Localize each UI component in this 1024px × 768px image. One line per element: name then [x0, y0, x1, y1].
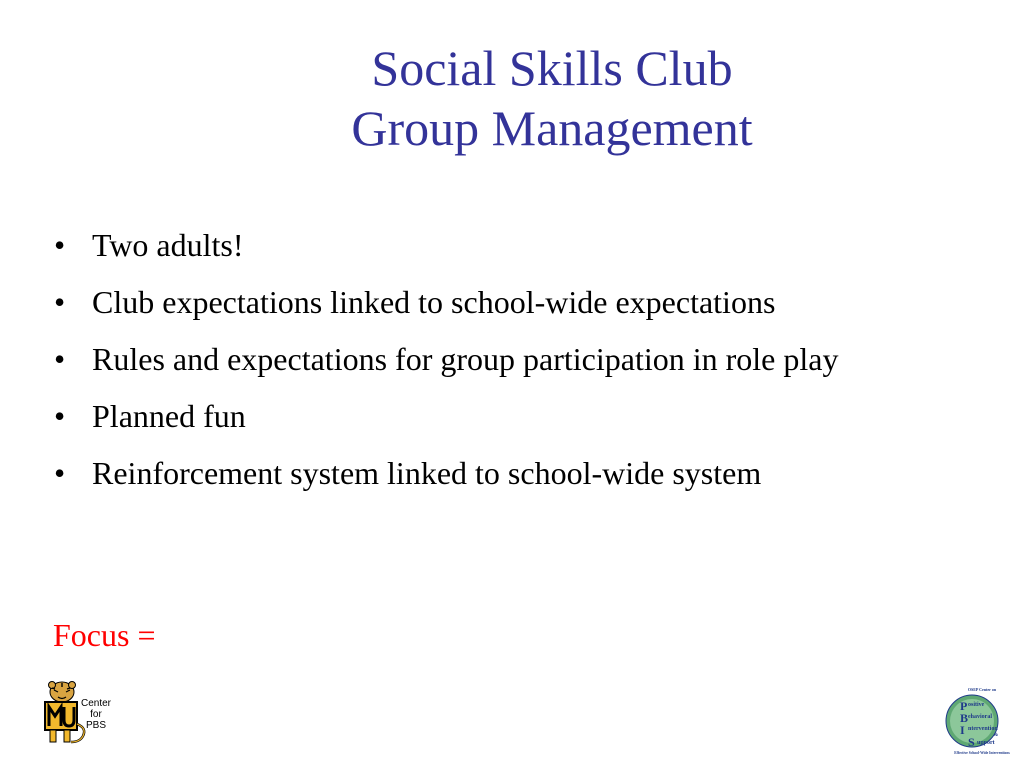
bullet-item: • Reinforcement system linked to school-wide system: [54, 450, 954, 496]
pbis-top-text: OSEP Center on: [967, 687, 997, 692]
pbis-word: upport: [977, 740, 995, 746]
bullet-item: • Planned fun: [54, 393, 954, 439]
title-line-1: Social Skills Club: [371, 40, 733, 96]
logo-text-line: PBS: [85, 720, 106, 731]
focus-label: Focus =: [53, 617, 156, 653]
title-line-2: Group Management: [351, 100, 753, 156]
pbis-initial: I: [960, 723, 965, 737]
pbis-initial: P: [960, 699, 968, 713]
pbis-seal-icon: [938, 686, 1020, 756]
pbis-word: &: [994, 733, 999, 738]
bullet-item: • Club expectations linked to school-wide expectations: [54, 279, 954, 325]
bullet-item: • Two adults!: [54, 222, 954, 268]
bullet-item: • Rules and expectations for group participation in role play: [54, 336, 954, 382]
pbis-word: ehavioral: [968, 714, 992, 720]
bullet-list: [54, 222, 954, 507]
pbis-word: ntervention: [968, 726, 998, 732]
pbis-word: ositive: [968, 702, 985, 708]
pbis-initial: S: [968, 735, 975, 749]
logo-text-line: for: [90, 709, 102, 720]
slide-title: [0, 38, 1024, 158]
logo-text-line: Center: [80, 698, 111, 709]
center-for-pbs-label: [76, 698, 116, 731]
pbis-initial: B: [960, 711, 969, 725]
pbis-bottom-text: Effective School-Wide Interventions: [954, 751, 1010, 755]
